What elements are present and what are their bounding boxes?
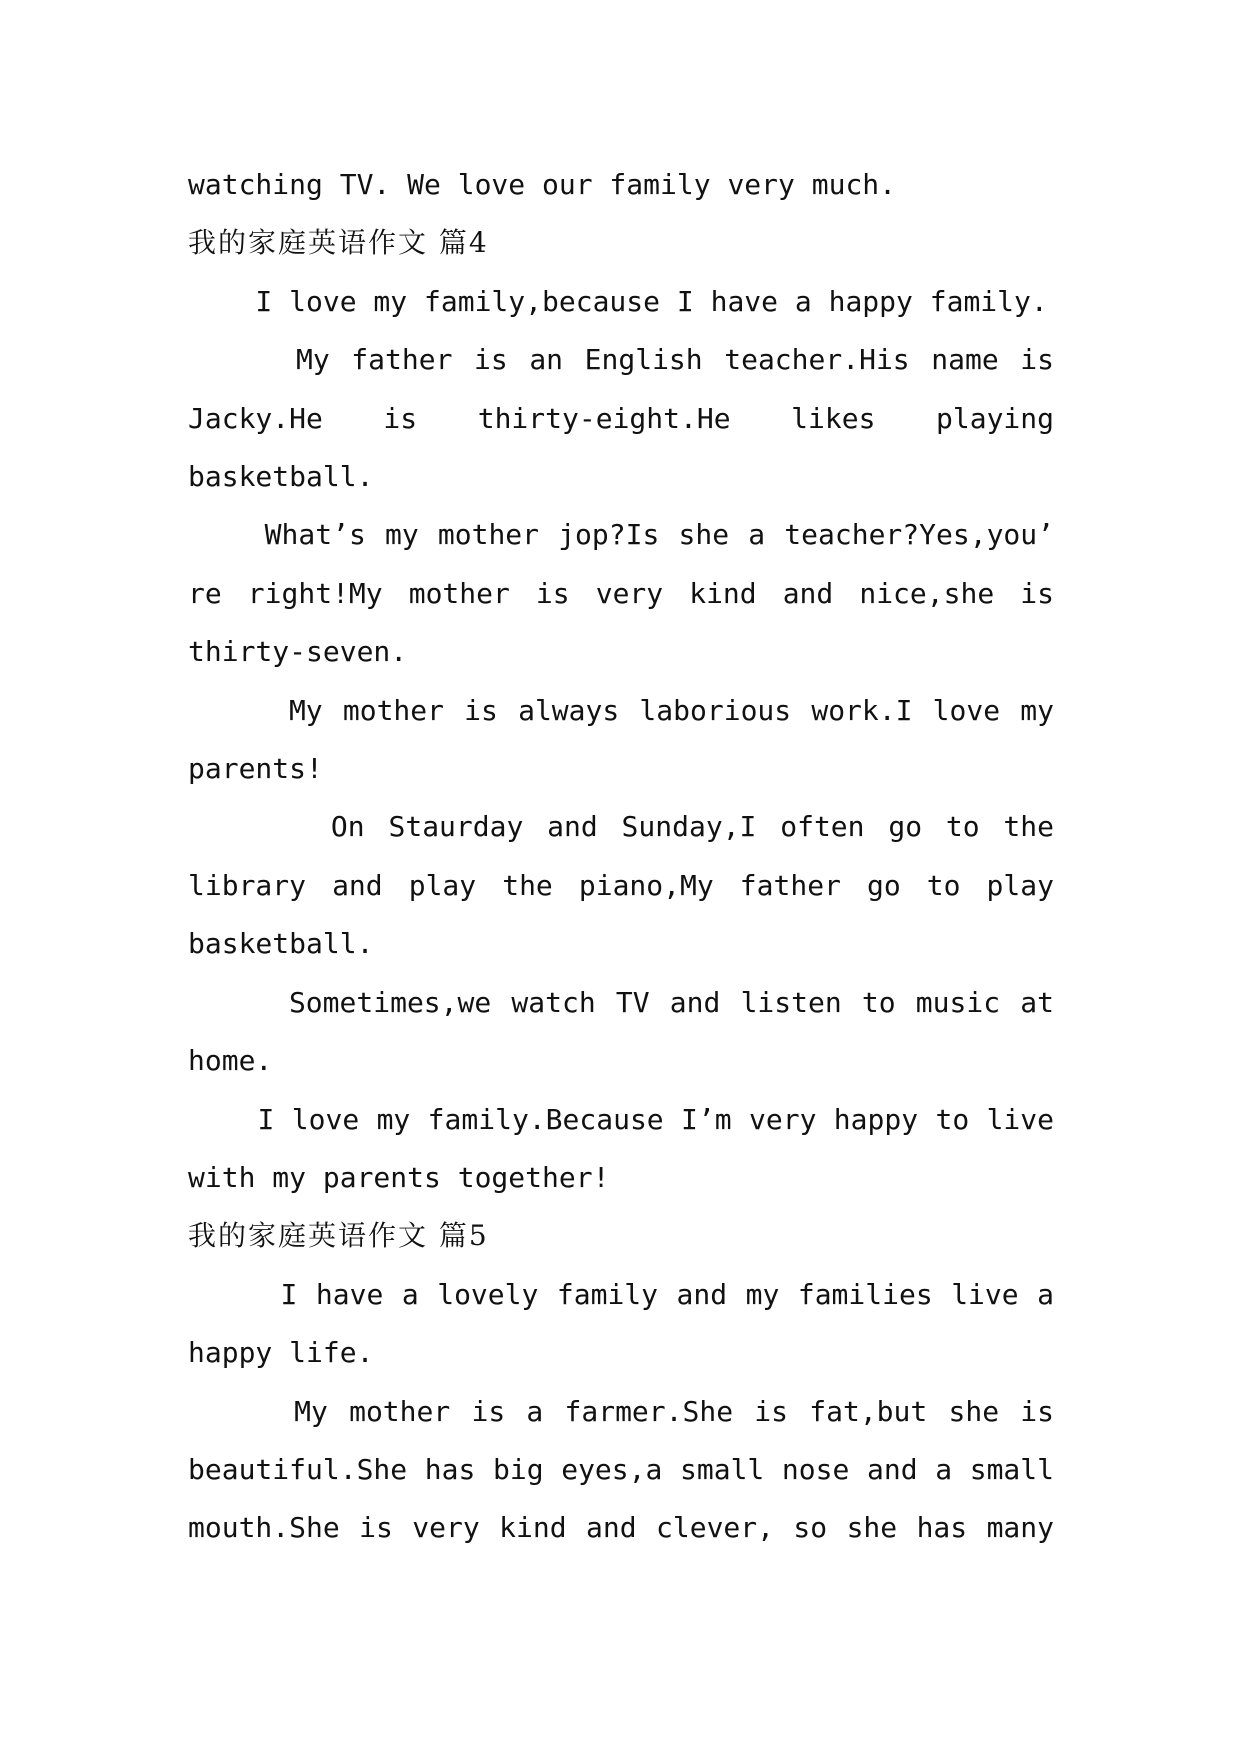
text-line: happy life. xyxy=(188,1336,374,1370)
text-line: beautiful.She has big eyes,a small nose and a small xyxy=(188,1452,1054,1486)
text-line: thirty-seven. xyxy=(188,635,408,669)
text-line: library and play the piano,My father go to play xyxy=(188,868,1054,902)
text-line: On Staurday and Sunday,I often go to the xyxy=(188,810,1054,844)
section-heading-4: 我的家庭英语作文 篇4 xyxy=(188,226,489,260)
text-line: basketball. xyxy=(188,927,374,961)
text-line: mouth.She is very kind and clever, so she has many xyxy=(188,1511,1054,1545)
text-line: My mother is a farmer.She is fat,but she is xyxy=(188,1394,1054,1428)
text-line: home. xyxy=(188,1044,273,1078)
text-line: I love my family.Because I’m very happy to live xyxy=(188,1102,1054,1136)
text-line: I love my family,because I have a happy family. xyxy=(188,284,1048,318)
text-line: Jacky.He is thirty-eight.He likes playing xyxy=(188,401,1054,435)
text-column xyxy=(188,156,1054,1558)
text-line: Sometimes,we watch TV and listen to music at xyxy=(188,985,1054,1019)
text-line: basketball. xyxy=(188,460,374,494)
text-line: What’s my mother jop?Is she a teacher?Yes,you’ xyxy=(188,518,1054,552)
text-line: parents! xyxy=(188,752,323,786)
text-line: I have a lovely family and my families live a xyxy=(188,1277,1054,1311)
text-line: My mother is always laborious work.I love my xyxy=(188,693,1054,727)
text-line: My father is an English teacher.His name is xyxy=(188,343,1054,377)
section-heading-5: 我的家庭英语作文 篇5 xyxy=(188,1219,489,1253)
text-line: watching TV. We love our family very much. xyxy=(188,168,897,201)
text-line: with my parents together! xyxy=(188,1160,610,1194)
text-line: re right!My mother is very kind and nice,she is xyxy=(188,576,1054,610)
